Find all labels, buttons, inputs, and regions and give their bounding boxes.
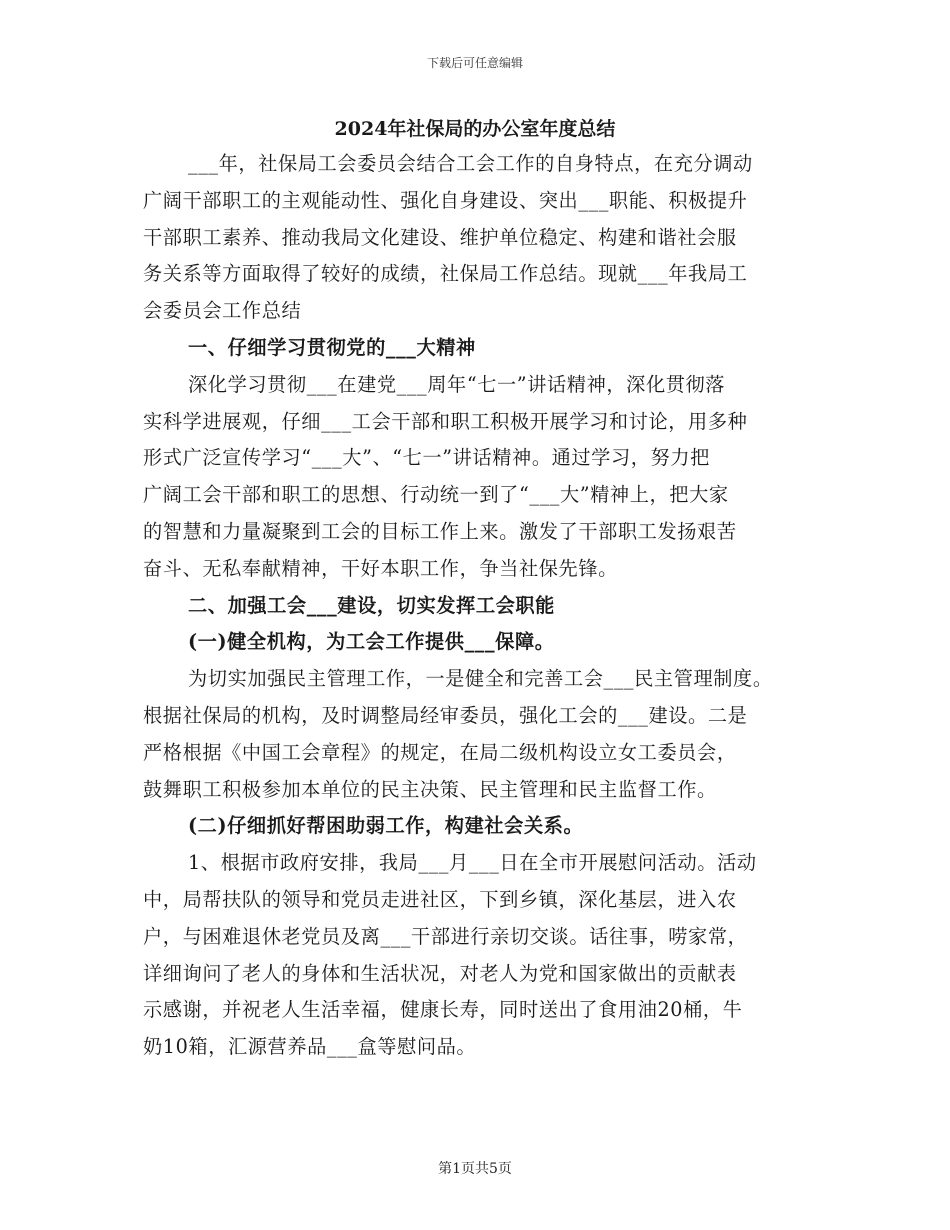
section1-line: 奋斗、无私奉献精神，干好本职工作，争当社保先锋。 [143, 556, 618, 580]
intro-line: ___年，社保局工会委员会结合工会工作的自身特点，在充分调动 [188, 152, 753, 175]
intro-line: 会委员会工作总结 [143, 299, 302, 323]
section1-line: 的智慧和力量凝聚到工会的目标工作上来。激发了干部职工发扬艰苦 [143, 519, 737, 543]
page-header: 下载后可任意编辑 [426, 56, 523, 70]
document-body [0, 112, 950, 1066]
intro-line: 广阔干部职工的主观能动性、强化自身建设、突出___职能、积极提升 [143, 188, 748, 212]
subsection1-line: 鼓舞职工积极参加本单位的民主决策、民主管理和民主监督工作。 [143, 777, 717, 801]
subsection2-heading: (二)仔细抓好帮困助弱工作，构建社会关系。 [188, 814, 584, 838]
section1-line: 深化学习贯彻___在建党___周年“七一”讲话精神，深化贯彻落 [188, 372, 726, 396]
document-title: 2024年社保局的办公室年度总结 [334, 118, 616, 140]
intro-line: 干部职工素养、推动我局文化建设、维护单位稳定、构建和谐社会服 [143, 225, 737, 249]
subsection1-heading: (一)健全机构，为工会工作提供___保障。 [188, 630, 555, 654]
subsection1-line: 严格根据《中国工会章程》的规定，在局二级机构设立女工委员会， [143, 740, 737, 764]
section1-line: 实科学进展观，仔细___工会干部和职工积极开展学习和讨论，用多种 [143, 409, 748, 433]
section2-heading: 二、加强工会___建设，切实发挥工会职能 [188, 593, 555, 617]
subsection2-line: 1、根据市政府安排，我局___月___日在全市开展慰问活动。活动 [188, 851, 757, 875]
subsection2-line: 示感谢，并祝老人生活幸福，健康长寿，同时送出了食用油20桶，牛 [143, 998, 743, 1022]
subsection1-line: 为切实加强民主管理工作，一是健全和完善工会___民主管理制度。 [188, 667, 773, 691]
subsection2-line: 奶10箱，汇源营养品___盒等慰问品。 [143, 1035, 477, 1059]
section1-line: 形式广泛宣传学习“___大”、“七一”讲话精神。通过学习，努力把 [143, 446, 710, 470]
section1-heading: 一、仔细学习贯彻党的___大精神 [188, 335, 476, 359]
subsection2-line: 中，局帮扶队的领导和党员走进社区，下到乡镇，深化基层，进入农 [143, 887, 737, 911]
subsection2-line: 详细询问了老人的身体和生活状况，对老人为党和国家做出的贡献表 [143, 961, 737, 985]
page-footer: 第1页共5页 [438, 1161, 512, 1177]
section1-line: 广阔工会干部和职工的思想、行动统一到了“___大”精神上，把大家 [143, 483, 729, 507]
intro-line: 务关系等方面取得了较好的成绩，社保局工作总结。现就___年我局工 [143, 262, 748, 286]
subsection1-line: 根据社保局的机构，及时调整局经审委员，强化工会的___建设。二是 [143, 703, 748, 727]
subsection2-line: 户，与困难退休老党员及离___干部进行亲切交谈。话往事，唠家常， [143, 924, 748, 948]
